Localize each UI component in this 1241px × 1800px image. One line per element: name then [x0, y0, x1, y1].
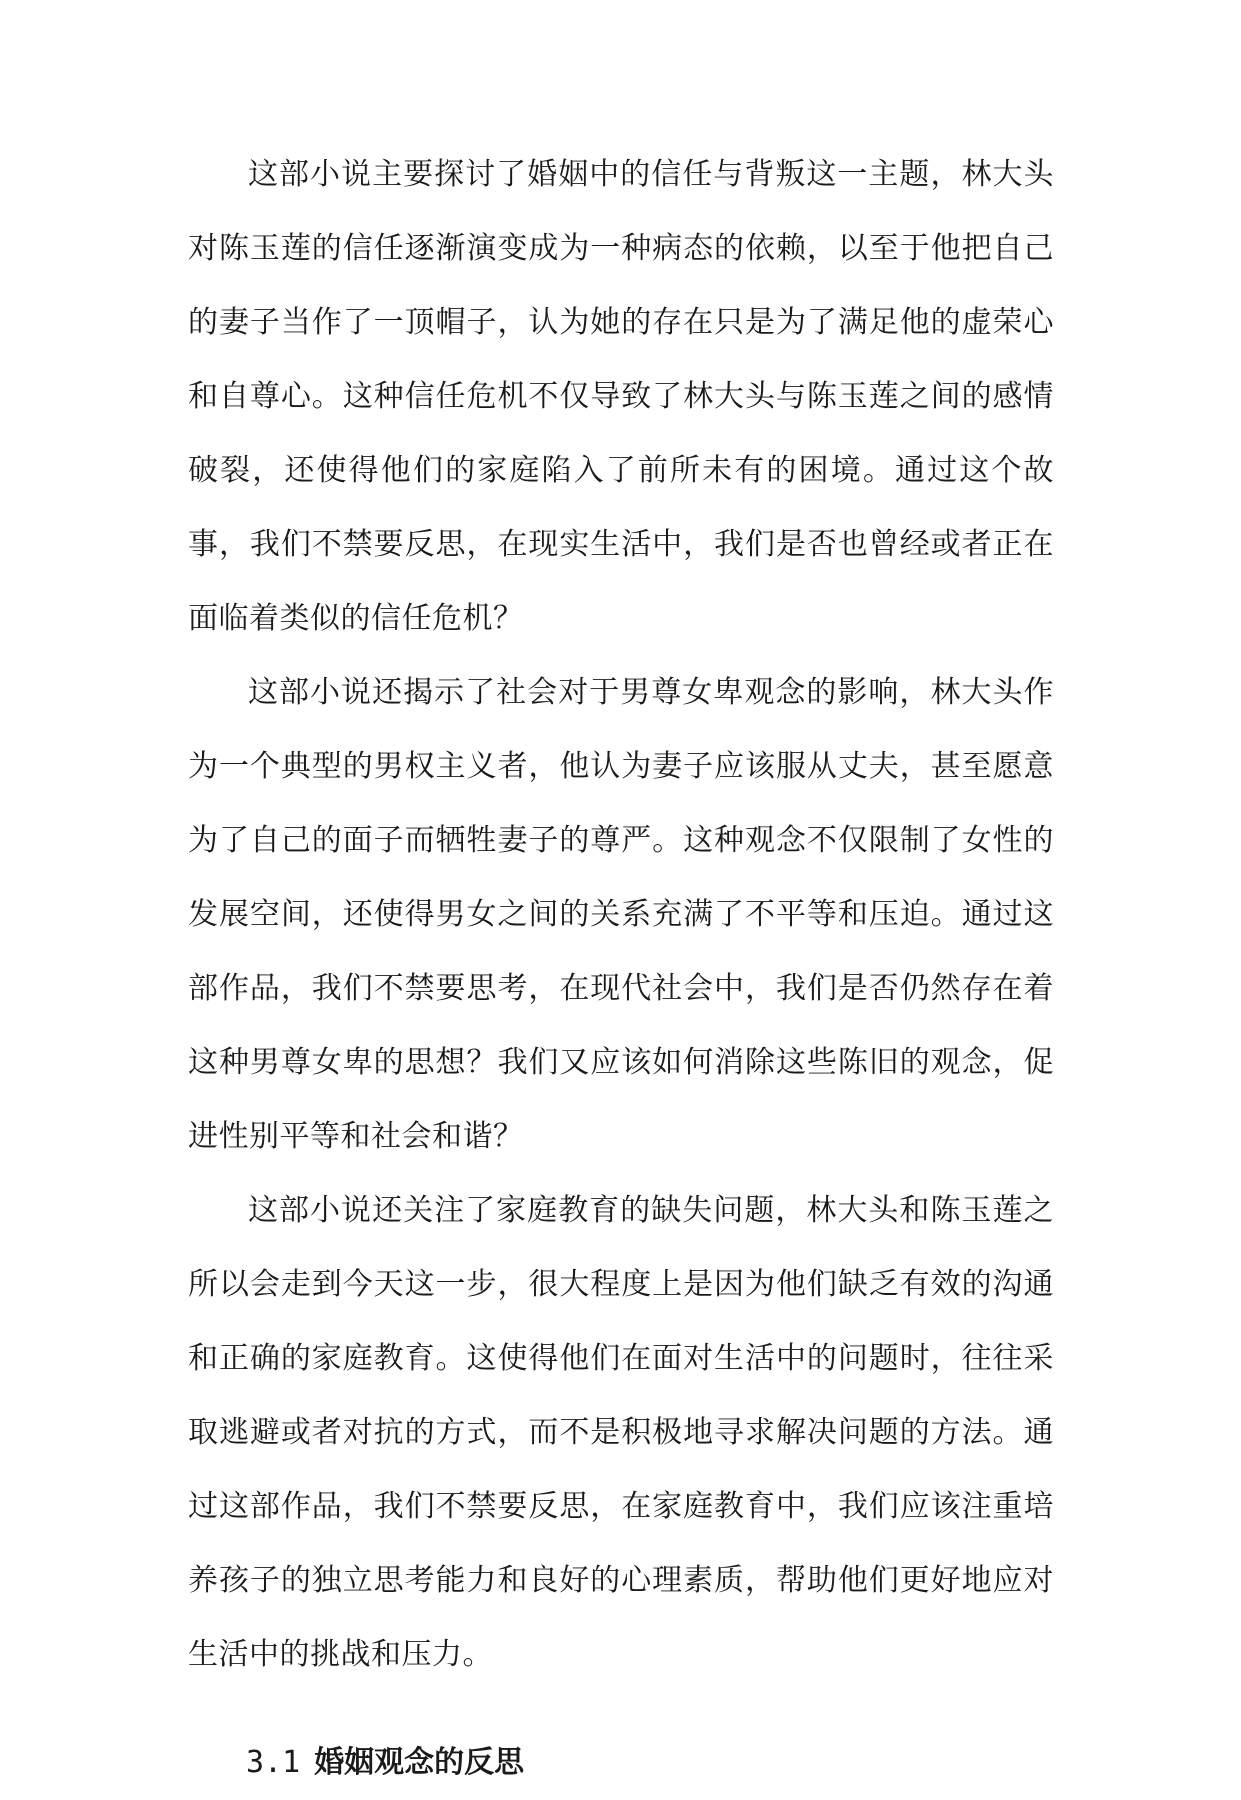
- paragraph-family-education: 这部小说还关注了家庭教育的缺失问题，林大头和陈玉莲之所以会走到今天这一步，很大程度上是因为他们缺乏有效的沟通和正确的家庭教育。这使得他们在面对生活中的问题时，往往采取逃避或者对抗的方式，而不是积极地寻求解决问题的方法。通过这部作品，我们不禁要反思，在家庭教育中，我们应该注重培养孩子的独立思考能力和良好的心理素质，帮助他们更好地应对生活中的挑战和压力。: [188, 1193, 1054, 1672]
- section-heading: [188, 1726, 1054, 1800]
- document-page: [188, 138, 1054, 1800]
- section-title: 婚姻观念的反思: [314, 1745, 525, 1780]
- section-number: 3.1: [246, 1745, 301, 1780]
- paragraph-gender-inequality: 这部小说还揭示了社会对于男尊女卑观念的影响，林大头作为一个典型的男权主义者，他认为妻子应该服从丈夫，甚至愿意为了自己的面子而牺牲妻子的尊严。这种观念不仅限制了女性的发展空间，还使得男女之间的关系充满了不平等和压迫。通过这部作品，我们不禁要思考，在现代社会中，我们是否仍然存在着这种男尊女卑的思想？我们又应该如何消除这些陈旧的观念，促进性别平等和社会和谐？: [188, 675, 1054, 1154]
- paragraph-trust-betrayal: 这部小说主要探讨了婚姻中的信任与背叛这一主题，林大头对陈玉莲的信任逐渐演变成为一种病态的依赖，以至于他把自己的妻子当作了一顶帽子，认为她的存在只是为了满足他的虚荣心和自尊心。这种信任危机不仅导致了林大头与陈玉莲之间的感情破裂，还使得他们的家庭陷入了前所未有的困境。通过这个故事，我们不禁要反思，在现实生活中，我们是否也曾经或者正在面临着类似的信任危机？: [188, 157, 1054, 636]
